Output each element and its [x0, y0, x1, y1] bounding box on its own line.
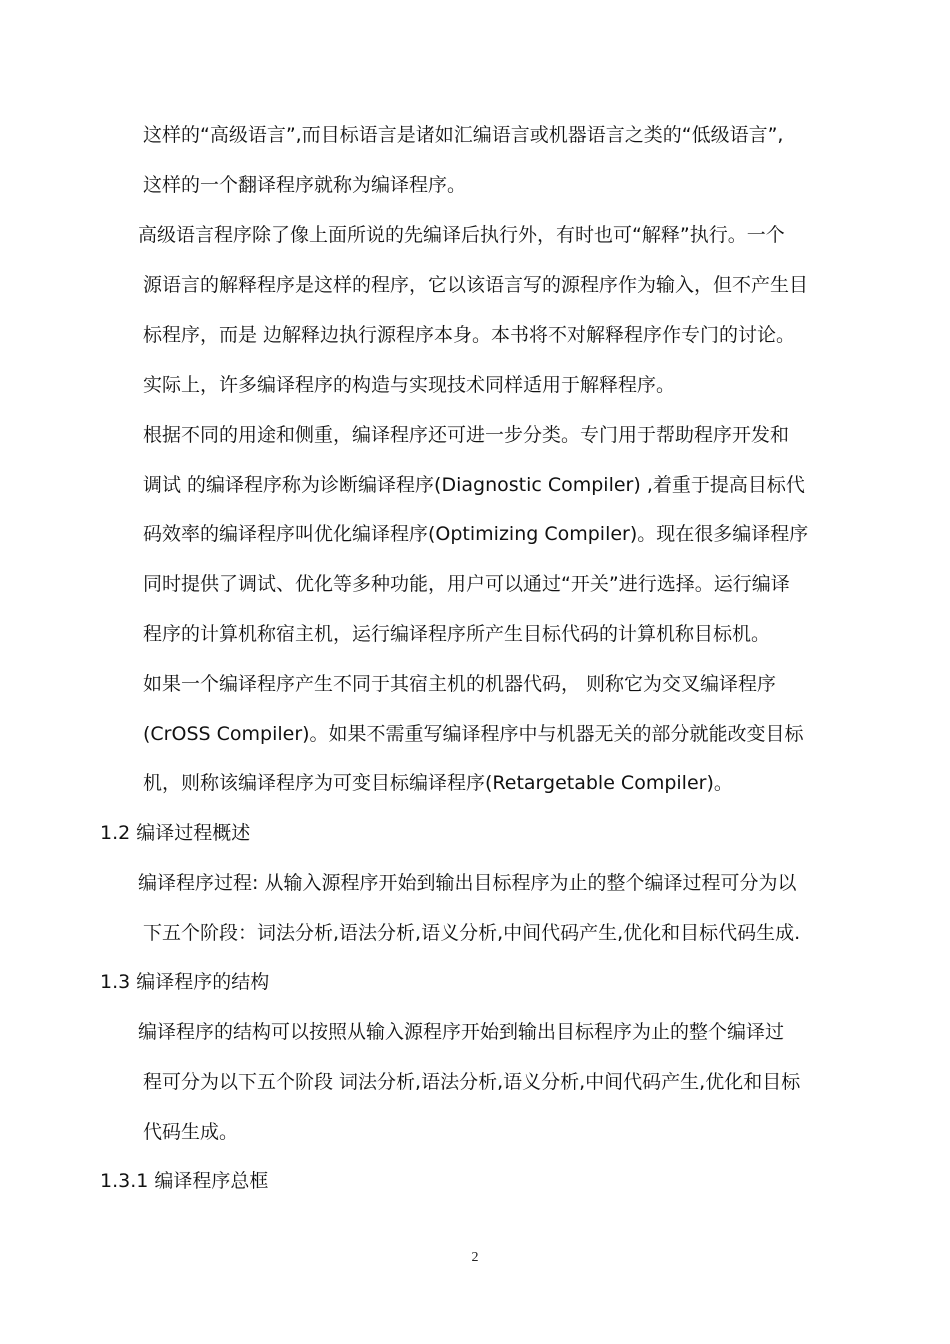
text-line: 编译程序过程: 从输入源程序开始到输出目标程序为止的整个编译过程可分为以: [138, 872, 797, 894]
text-line: 下五个阶段：词法分析,语法分析,语义分析,中间代码产生,优化和目标代码生成.: [143, 922, 801, 944]
section-heading: 1.3.1 编译程序总框: [100, 1170, 269, 1192]
text-line: 高级语言程序除了像上面所说的先编译后执行外，有时也可“解释”执行。一个: [138, 224, 785, 246]
text-line: 标程序，而是 边解释边执行源程序本身。本书将不对解释程序作专门的讨论。: [143, 324, 796, 346]
text-line: 同时提供了调试、优化等多种功能，用户可以通过“开关”进行选择。运行编译: [143, 573, 790, 595]
text-line: 实际上，许多编译程序的构造与实现技术同样适用于解释程序。: [143, 374, 676, 396]
text-line: 程可分为以下五个阶段 词法分析,语法分析,语义分析,中间代码产生,优化和目标: [143, 1071, 801, 1093]
text-line: 这样的一个翻译程序就称为编译程序。: [143, 174, 467, 196]
text-line: 根据不同的用途和侧重，编译程序还可进一步分类。专门用于帮助程序开发和: [143, 424, 790, 446]
text-line: 这样的“高级语言”,而目标语言是诸如汇编语言或机器语言之类的“低级语言”,: [143, 124, 784, 146]
text-line: 如果一个编译程序产生不同于其宿主机的机器代码， 则称它为交叉编译程序: [143, 673, 777, 695]
text-line: 代码生成。: [143, 1121, 239, 1143]
text-line: 程序的计算机称宿主机，运行编译程序所产生目标代码的计算机称目标机。: [143, 623, 771, 645]
text-line: 源语言的解释程序是这样的程序，它以该语言写的源程序作为输入，但不产生目: [143, 274, 809, 296]
text-line: 编译程序的结构可以按照从输入源程序开始到输出目标程序为止的整个编译过: [138, 1021, 785, 1043]
text-line: 调试 的编译程序称为诊断编译程序(Diagnostic Compiler) ,着重于提高目标代: [143, 474, 805, 496]
section-heading: 1.3 编译程序的结构: [100, 971, 270, 993]
page-number: 2: [471, 1250, 479, 1265]
text-line: 码效率的编译程序叫优化编译程序(Optimizing Compiler)。现在很多编译程序: [143, 523, 809, 545]
text-line: (CrOSS Compiler)。如果不需重写编译程序中与机器无关的部分就能改变目标: [143, 723, 804, 745]
text-line: 机，则称该编译程序为可变目标编译程序(Retargetable Compiler)。: [143, 772, 733, 794]
section-heading: 1.2 编译过程概述: [100, 822, 251, 844]
